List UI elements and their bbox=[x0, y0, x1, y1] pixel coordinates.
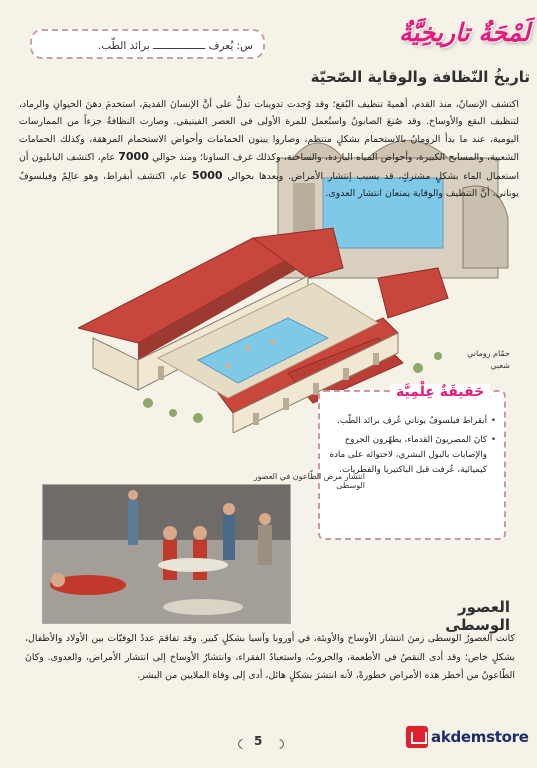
page-title: لَمْحَةٌ تاريخِيَّةٌ bbox=[398, 18, 530, 47]
book-icon bbox=[406, 726, 428, 748]
plague-illustration bbox=[42, 484, 291, 624]
year-5000: 5000 bbox=[191, 168, 223, 182]
intro-text-1: اكتشف الإنسانُ، منذ القدم، أهميةَ تنظيف البُقع؛ وقد وُجدت تدوينات تدلُّ على أنَّ الإنسانَ القديمَ، استخدمَ دهنَ الحيوانِ والرماد، لتنظيف البقع والأوساخ. وقد صُنعَ الصابونُ واستُعمل للمرة الأولى في العصر الفينيقي. وصارت النظافةُ جزءاً من الممارسات اليومية، عند ما بدأ الرومانُ بالاستحمام بشكلٍ منتظم، وصاروا يبنون الحمامات وأحواض الاستحمام المرهقة، وكذلك الحمامات الشعبية، والمسابح الكبيرة، وأحواض المياه الباردة، والساخنة، وكذلك غرف الساونا؛ ومنذ حوالي bbox=[19, 99, 520, 164]
question-text: س: يُعرف ـــــــــــــــــ برائد الطّب. bbox=[97, 40, 253, 52]
fact-item: • أبقراط فيلسوفٌ يوناني عُرف برائد الطّب. bbox=[326, 414, 496, 429]
brand-name: akdemstore bbox=[431, 728, 529, 746]
intro-text-3: عام، اكتشف أبقراط، وهو عالِمٌ وفيلسوفٌ يوناني، أنَّ التنظيف والوقاية يمنعان انتشار العدوى. bbox=[19, 170, 519, 200]
middle-ages-heading: العصور الوسطى bbox=[445, 598, 510, 634]
brand-logo bbox=[406, 726, 529, 748]
plague-caption: انتشار مرض الطّاعون في العصور الوسطى bbox=[253, 472, 365, 490]
fact-item: • كانَ المصريونَ القدماء، يطهّرون الجروح والإصابات بالبول البشري، لاحتوائه على مادة كيميائية، عُرفت قبل الباكتيريا والفطريات. bbox=[326, 433, 496, 478]
intro-paragraph bbox=[19, 96, 519, 202]
intro-text-2: عام، اكتشف البابليون أن استعمال الماء بشكلٍ مشتركٍ، قد يسبب إنتشار الأمراض. وبعدها بحوالي bbox=[19, 152, 520, 182]
middle-ages-paragraph: كانت العصورُ الوسطى زمنَ انتشار الأوساخ والأوبئة، في أوروبا وآسيا بشكلٍ كبير. وقد تفاقمَ عددُ الوفيّات بين الأولاد والأطفال، بشكلٍ خاص؛ وقد أدى النقصُ في الأطعمة، والحروبُ، واستعبادُ الفقراء، وانتشارُ الأوساخ إلى انتشار الأمراض، والعدوى. وكانَ الطّاعونُ من أخطر هذه الأمراض خطورةً، لأنه انتشرَ بشكلٍ هائل، أدى إلى وفاة الملايين من البشر. bbox=[25, 633, 515, 681]
science-fact-box bbox=[318, 384, 506, 540]
section-subtitle: تاريخُ النّظافة والوقاية الصّحيّة bbox=[310, 68, 530, 86]
year-7000: 7000 bbox=[118, 150, 149, 164]
question-box bbox=[30, 29, 265, 59]
fact-box-title: حَقيقَةٌ عِلْمِيَّة bbox=[390, 384, 490, 400]
bath-caption: حمّام روماني شعبي bbox=[467, 349, 510, 370]
page-number: 5 bbox=[254, 734, 263, 748]
